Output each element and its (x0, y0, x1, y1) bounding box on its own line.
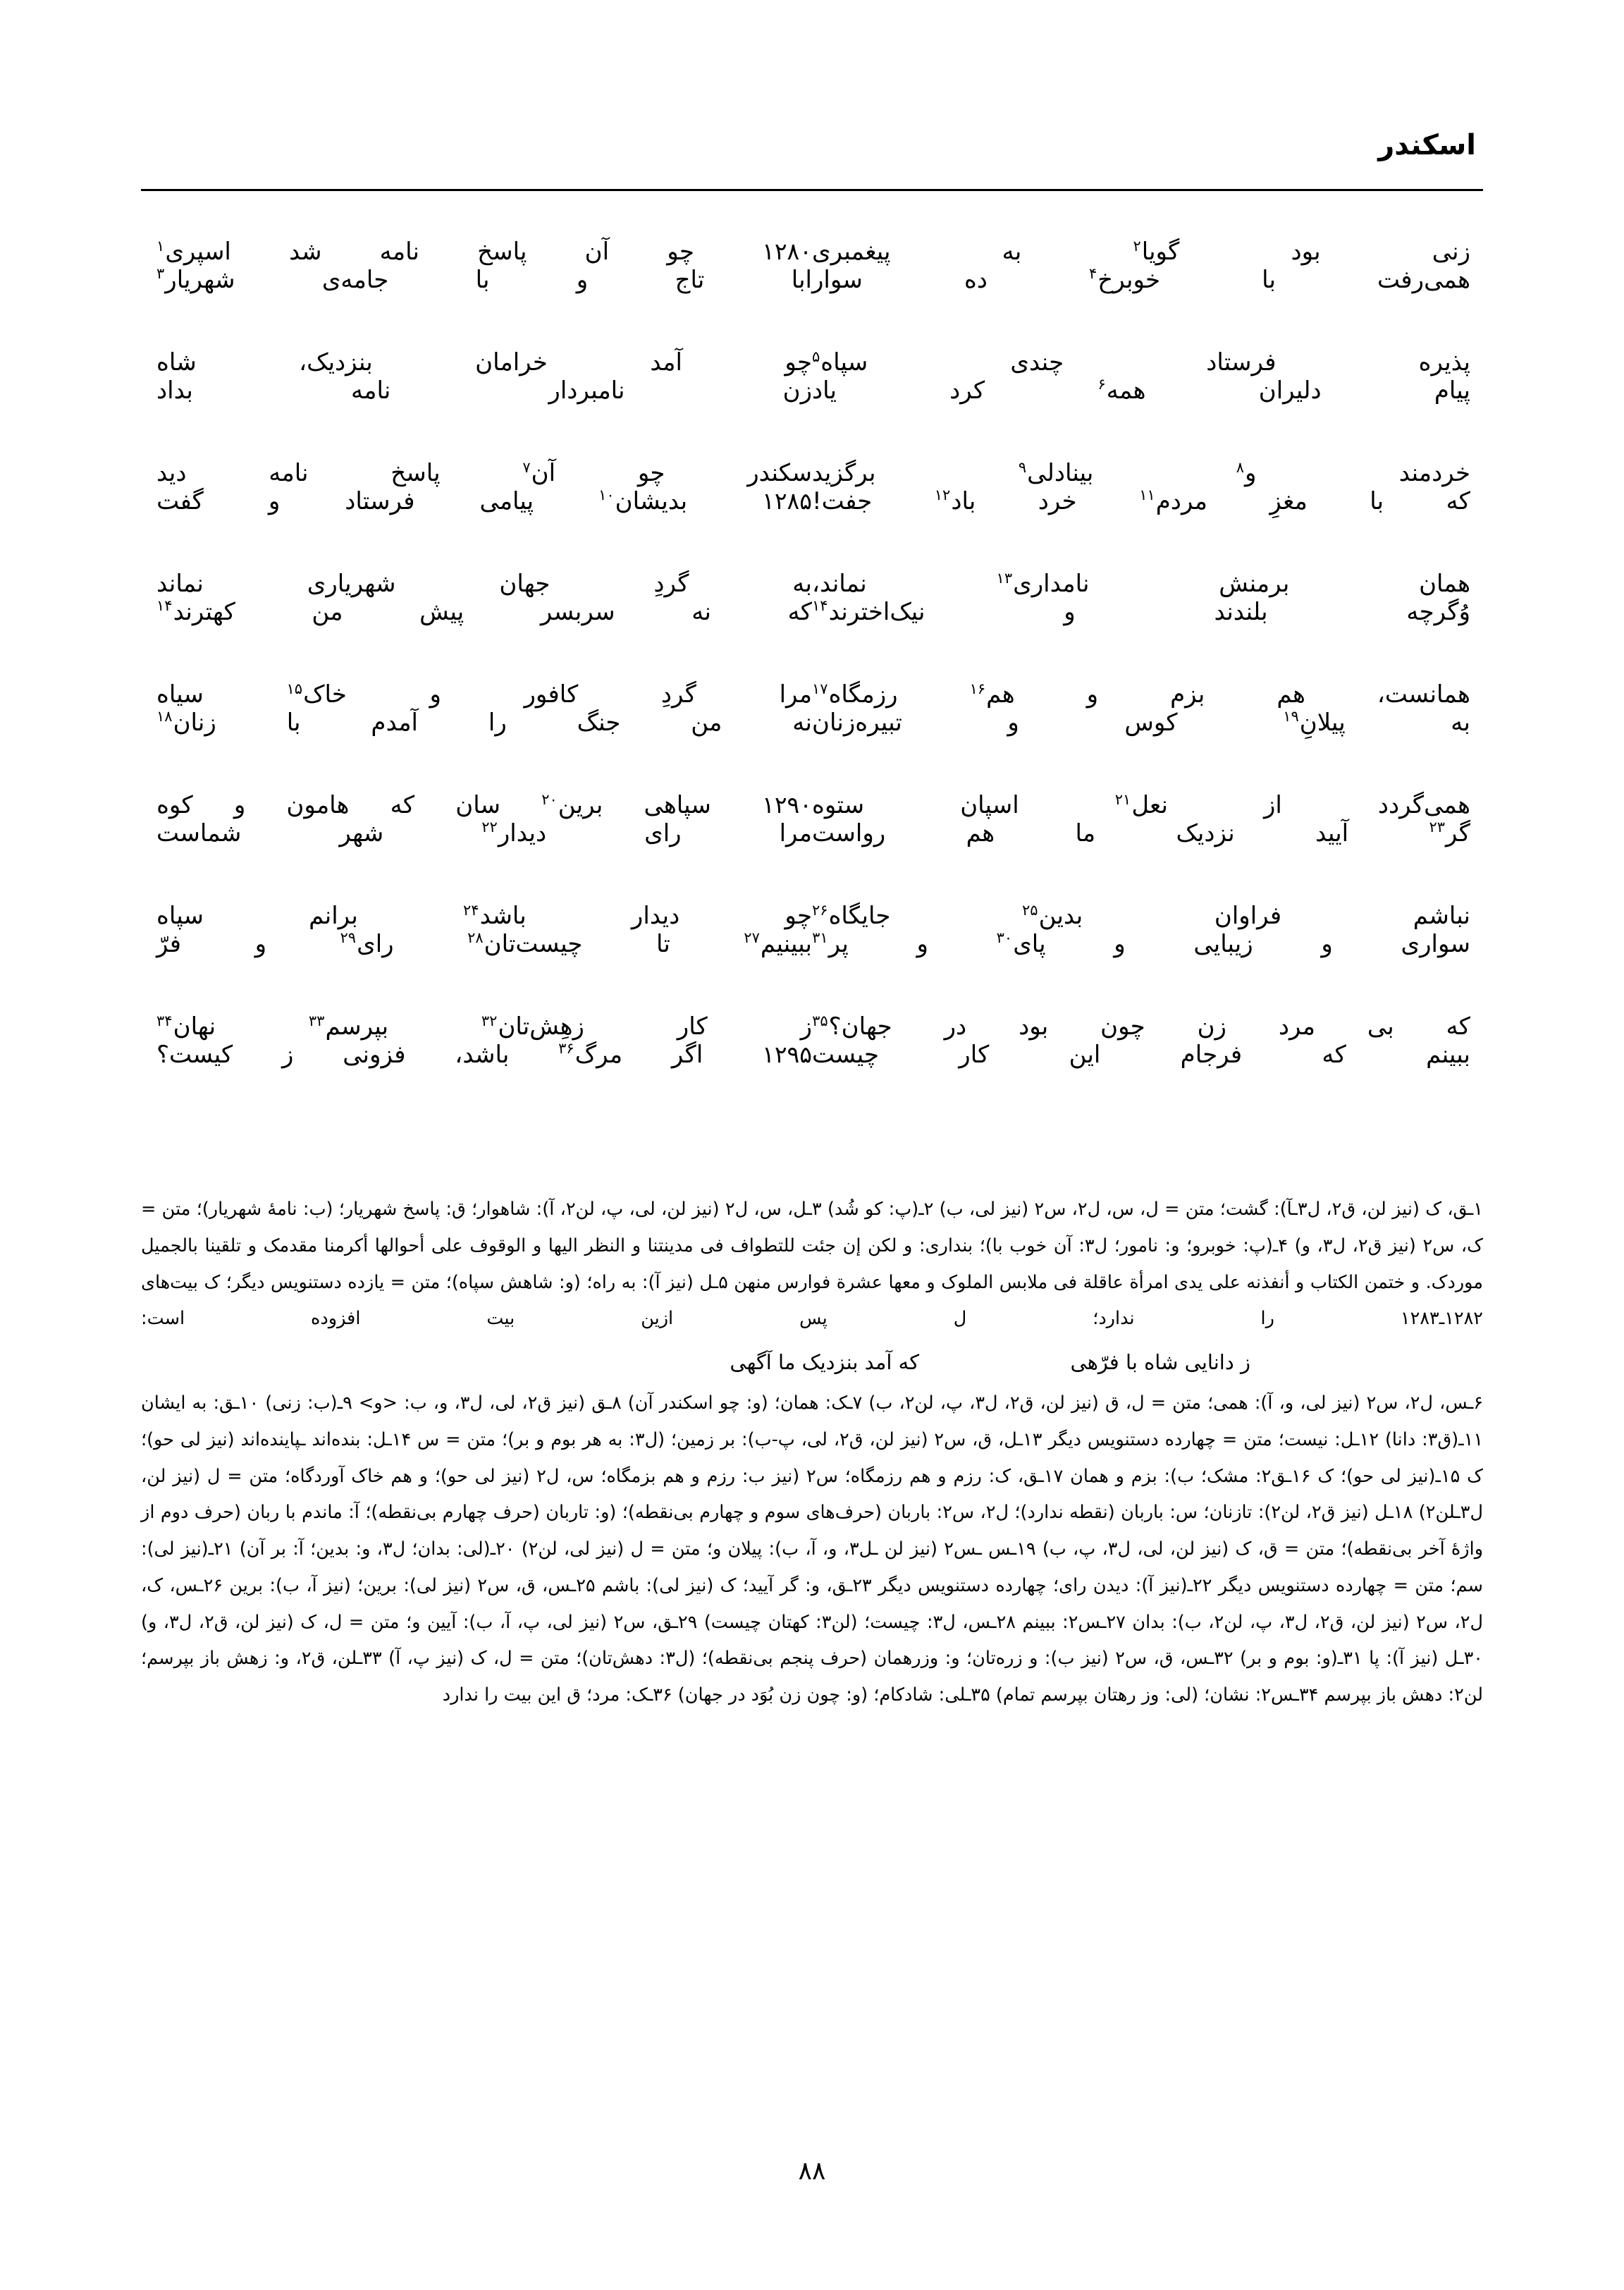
verse-word: پر$^{۳۱}$ (812, 929, 849, 958)
verse-word: و (429, 680, 441, 709)
verse-word: زیبایی (1193, 929, 1253, 958)
footnote-marker[interactable]: ۲۵ (1022, 901, 1038, 919)
verse-word: آمد (650, 348, 682, 376)
verse-word: مردم$^{۱۱}$ (1139, 486, 1207, 515)
verse-word: و (1086, 680, 1099, 709)
hemistich (156, 929, 812, 958)
couplet (812, 569, 1470, 682)
page-header (141, 131, 1483, 195)
verse-word: من (691, 708, 722, 737)
hemistich (156, 708, 812, 737)
hemistich (156, 821, 812, 847)
hemistich (812, 458, 1470, 487)
verse-word: مغزِ (1269, 486, 1308, 515)
verse-word: چو (785, 902, 812, 930)
verse-word: برمنش (1219, 570, 1290, 598)
couplet (156, 790, 812, 904)
verse-word: کهترند$^{۱۴}$ (156, 597, 235, 626)
verse-word: که (1446, 486, 1470, 515)
couplet (812, 901, 1470, 1015)
footnote-marker[interactable]: ۲۰ (541, 790, 558, 808)
hemistich (812, 265, 1470, 294)
verse-word: فرجام (1180, 1040, 1243, 1069)
verse-word: مرا (779, 819, 812, 847)
footnote-marker[interactable]: ۲۶ (812, 901, 828, 919)
couplet (812, 350, 1470, 461)
hemistich (156, 1012, 812, 1041)
verse-word: رواست (812, 819, 886, 847)
verse-word: با (286, 708, 301, 737)
hemistich (812, 790, 1470, 819)
verse-word: مرگ$^{۳۶}$ (558, 1040, 623, 1069)
verse-word: نعل$^{۲۱}$ (1114, 790, 1168, 819)
verse-word: جهان (499, 570, 550, 598)
verse-word: پیلانِ$^{۱۹}$ (1283, 708, 1346, 737)
footnote-paragraph: ۱ـق، ک (نیز لن، ق۲، ل۳ـآ): گشت؛ متن = ل، س، ل۲، س۲ (نیز لی، ب) ۲ـ(پ: کو شُد) ۳ـل، س، ل۲ (نیز لن، لی، پ، لن۲، آ): شاهوار؛ ق: پاسخ شهریار؛ (ب: نامهٔ شهریار)؛ متن = ک، س۲ (نیز ق۲، ل۳، و) ۴ـ(پ: خوبرو؛ و: نامور؛ ل۳: آن خوب با)؛ بنداری: و لکن إن جئت للتطواف فی مدینتنا و النظر الیها و الوقوف علی أحوالها أکرمنا مقدمک و تلقینا بالجمیل موردک. و ختمن الکتاب و أنفذنه علی یدی امرأة عاقلة فی ملابس الملوک و معها عشرة فوارس منهن ۵ـل (نیز آ): به راه؛ (و: شاهش سپاه)؛ متن = یازده دستنویس دیگر؛ ک بیت‌های ۱۲۸۲ـ۱۲۸۳ را ندارد؛ ل پس ازین بیت افزوده است: (141, 1199, 1483, 1330)
verse-word: نماند (156, 570, 204, 598)
hemistich (156, 790, 812, 819)
hemistich (812, 569, 1470, 598)
hemistich (812, 486, 1470, 515)
footnote-marker[interactable]: ۱۵ (286, 680, 303, 697)
verse-word: کافور (524, 680, 579, 709)
verse-word: خردمند (1398, 459, 1470, 487)
hemistich (156, 458, 812, 487)
verse-word: سکندر (747, 459, 812, 487)
verse-word: بدین$^{۲۵}$ (1022, 901, 1083, 930)
footnote-marker[interactable]: ۹ (1018, 458, 1027, 476)
verse-word: پاسخ (390, 459, 441, 487)
verse-word: فرّ (156, 929, 182, 958)
header-rule (141, 189, 1483, 191)
hemistich (156, 376, 812, 405)
verse-word: برانم (309, 902, 358, 930)
verse-word: پای$^{۳۰}$ (996, 929, 1046, 958)
verse-word: وُگرچه (1406, 597, 1470, 626)
verse-word: زن (1197, 1012, 1226, 1041)
verse-word: فزونی (343, 1040, 406, 1069)
verse-word: ببینم (1426, 1040, 1470, 1069)
footnote-marker[interactable]: ۳۳ (308, 1012, 325, 1029)
verse-word: که (787, 597, 812, 626)
footnote-marker[interactable]: ۳ (156, 265, 165, 283)
hemistich (156, 350, 812, 376)
verse-word: و (233, 791, 246, 819)
verse-word: پاسخ (477, 238, 527, 266)
verse-word: فرستاد (1206, 348, 1277, 376)
verse-word: اسپری$^۱$ (156, 237, 231, 266)
verse-word: همان (1419, 570, 1470, 598)
footnote-marker[interactable]: ۱۹ (1283, 708, 1299, 725)
hemistich (156, 265, 812, 294)
verse-word: اسپان (960, 791, 1019, 819)
couplet (812, 237, 1470, 350)
verse-word: کوس (1124, 708, 1178, 737)
verse-word: نیک‌اخترند$^{۱۴}$ (812, 597, 925, 626)
verse-word: بپرسم$^{۳۳}$ (308, 1012, 389, 1041)
verse-word: در (944, 1012, 967, 1041)
verse-word: و (576, 265, 589, 294)
verse-word: نامه (379, 238, 419, 266)
verse-column-right (141, 237, 812, 1125)
hemistich (812, 929, 1470, 958)
verse-line-number: ۱۲۹۰ (762, 791, 812, 819)
verse-word: شاه (156, 348, 197, 376)
hemistich (812, 682, 1470, 708)
hemistich (812, 708, 1470, 737)
footnote-marker[interactable]: ۲ (1133, 237, 1141, 255)
footnote-marker[interactable]: ۲۴ (463, 901, 479, 919)
verse-word: رزمگاه$^{۱۷}$ (812, 680, 898, 709)
footnote-marker[interactable]: ۳۶ (558, 1040, 574, 1058)
verse-word: باشد$^{۲۴}$ (463, 901, 527, 930)
verse-word: جهان؟$^{۳۵}$ (812, 1012, 892, 1041)
verse-word: که (1322, 1040, 1346, 1069)
verse-word: پذیره (1418, 348, 1470, 376)
inserted-verse (141, 1342, 1483, 1383)
verse-word: فراوان (1214, 902, 1282, 930)
footnote-marker[interactable]: ۲۱ (1114, 790, 1131, 808)
verse-word: هامون (286, 791, 350, 819)
verse-word: سان (455, 791, 501, 819)
verse-word: بدیشان$^{۱۰}$ (598, 486, 688, 515)
couplet (156, 237, 812, 350)
verse-word: که (390, 791, 415, 819)
hemistich (812, 237, 1470, 266)
verse-word: از (1263, 791, 1282, 819)
verse-word: آمدم (371, 708, 418, 737)
verse-word: نه (792, 708, 812, 737)
verse-word: با (475, 265, 490, 294)
verse-word: و (254, 929, 266, 958)
verse-word: و$^۸$ (1236, 458, 1257, 487)
verse-word: نامه (269, 459, 309, 487)
verse-word: ببینیم$^{۲۷}$ (744, 929, 812, 958)
verse-word: برین$^{۲۰}$ (541, 790, 603, 819)
verse-word: به (1002, 238, 1022, 266)
verse-line-number: ۱۲۸۵ (762, 486, 812, 515)
verse-word: کار (959, 1040, 990, 1069)
footnote-marker[interactable]: ۳۰ (996, 929, 1013, 947)
couplet (812, 1012, 1470, 1125)
verse-word: و (1321, 929, 1333, 958)
verse-word: همی‌گردد (1377, 791, 1470, 819)
verse-word: چیست‌تان$^{۲۸}$ (467, 929, 583, 958)
verse-word: خرد (1038, 486, 1077, 515)
verse-word: جفت! (812, 486, 873, 515)
verse-word: این (1069, 1040, 1101, 1069)
verse-word: سربسر (540, 597, 615, 626)
verse-word: آن$^۷$ (522, 458, 556, 487)
hemistich (156, 597, 812, 626)
verse-word: زن (782, 376, 812, 405)
verse-word: تا (656, 929, 670, 958)
page-number: ۸۸ (798, 2157, 826, 2186)
verse-word: بنزدیک، (299, 348, 373, 376)
footnote-marker[interactable]: ۸ (1236, 458, 1244, 476)
verse-word: کیست؟ (156, 1040, 233, 1069)
hemistich (156, 486, 812, 515)
verse-word: و (268, 486, 281, 515)
verse-word: کوه (156, 791, 193, 819)
verse-word: گردِ (653, 570, 689, 598)
verse-word: من (312, 597, 343, 626)
footnote-marker[interactable]: ۱۱ (1139, 486, 1155, 504)
footnote-marker[interactable]: ۱۳ (996, 569, 1013, 587)
verse-word: رای$^{۲۹}$ (340, 929, 394, 958)
verse-word: چیست (812, 1040, 879, 1069)
footnote-marker[interactable]: ۱۲ (934, 486, 951, 504)
hemistich (812, 901, 1470, 930)
verse-word: یاد (812, 376, 837, 405)
verse-word: کار (677, 1012, 708, 1041)
footnote-marker[interactable]: ۱۴ (812, 597, 828, 615)
verse-word: نامداری$^{۱۳}$ (996, 569, 1090, 598)
verse-word: همه$^۶$ (1097, 376, 1146, 405)
verse-word: ز (800, 1012, 812, 1041)
verse-word: چو (667, 238, 694, 266)
verse-word: ابا (791, 265, 812, 294)
verse-word: گردِ (660, 680, 696, 709)
verse-word: ز (282, 1040, 294, 1069)
verse-word: باد$^{۱۲}$ (934, 486, 976, 515)
verse-word: به (792, 570, 812, 598)
footnote-marker[interactable]: ۲۹ (340, 929, 357, 947)
verse-word: آن (584, 238, 610, 266)
verse-word: نهان$^{۳۴}$ (156, 1012, 216, 1041)
verse-word: سیاه (156, 680, 204, 709)
couplet (812, 458, 1470, 572)
verse-word: تبیره‌زنان (812, 708, 902, 737)
footnote-marker[interactable]: ۱۸ (156, 708, 173, 725)
footnote-marker[interactable]: ۳۲ (481, 1012, 498, 1029)
verse-word: و (916, 929, 928, 958)
verse-word: و (1007, 708, 1019, 737)
footnote-marker[interactable]: ۱۰ (598, 486, 615, 504)
verse-word: که (1446, 1012, 1470, 1041)
verse-word: باشد، (455, 1040, 510, 1069)
hemistich (156, 572, 812, 597)
couplet (156, 1012, 812, 1125)
hemistich (812, 376, 1470, 405)
verse-word: نزدیک (1176, 819, 1235, 847)
footnote-marker[interactable]: ۳۴ (156, 1012, 173, 1029)
verse-word: را (488, 708, 507, 737)
verse-word: بود (1019, 1012, 1049, 1041)
verse-word: دلیران (1258, 376, 1322, 405)
verse-word: همانست، (1377, 680, 1470, 709)
footnote-marker[interactable]: ۲۳ (1429, 819, 1446, 836)
verse-word: پیامی (479, 486, 534, 515)
footnote-marker[interactable]: ۱۶ (969, 680, 986, 697)
hemistich (812, 350, 1470, 376)
hemistich (812, 597, 1470, 626)
inserted-verse-hemistich-a: که آمد بنزدیک ما آگهی (730, 1350, 919, 1374)
footnote-marker[interactable]: ۲۷ (744, 929, 760, 947)
verse-word: با (1370, 486, 1384, 515)
verse-word: شد (289, 238, 322, 266)
verse-line-number: ۱۲۸۰ (762, 238, 812, 265)
verse-word: جایگاه$^{۲۶}$ (812, 901, 891, 930)
verse-word: شهر (339, 819, 384, 847)
verse-word: جنگ (577, 708, 621, 737)
verse-word: دیدار (631, 902, 680, 930)
verse-word: سپاه$^۵$ (812, 348, 868, 376)
verse-word: و (1114, 929, 1126, 958)
verse-word: چو (637, 459, 665, 487)
verse-word: دید (156, 459, 187, 487)
footnote-marker[interactable]: ۱۷ (812, 680, 828, 697)
verse-word: هم$^{۱۶}$ (969, 680, 1015, 709)
verse-word: سپاهی (644, 791, 711, 819)
footnote-marker[interactable]: ۶ (1097, 376, 1106, 393)
verse-word: فرستاد (345, 486, 415, 515)
verse-word: ما (1075, 819, 1096, 847)
verse-word: آیید (1315, 819, 1349, 847)
verse-word: چندی (1010, 348, 1064, 376)
couplet (156, 572, 812, 682)
verse-word: پیام (1434, 376, 1470, 405)
verse-word: بلندند (1214, 597, 1268, 626)
hemistich (156, 237, 812, 266)
verse-word: نامه (351, 376, 391, 405)
footnote-marker[interactable]: ۲۸ (467, 929, 484, 947)
footnote-marker[interactable]: ۱۴ (156, 597, 173, 615)
hemistich (156, 682, 812, 708)
couplet (156, 682, 812, 793)
verse-word: مرا (779, 680, 812, 709)
verse-word: تاج (675, 265, 705, 294)
verse-word: نماند، (812, 570, 867, 598)
footnote-marker[interactable]: ۲۲ (481, 819, 498, 836)
footnote-marker[interactable]: ۳۵ (812, 1012, 828, 1029)
verse-area (141, 237, 1483, 1128)
verse-word: نامبردار (548, 376, 625, 405)
verse-word: رای (644, 819, 682, 847)
verse-word: شهریاری (307, 570, 396, 598)
verse-word: نه (691, 597, 711, 626)
verse-word: گفت (156, 486, 204, 515)
verse-word: پیغمبری (812, 238, 891, 266)
hemistich (156, 901, 812, 930)
critical-apparatus (141, 1192, 1483, 1714)
verse-word: زنان$^{۱۸}$ (156, 708, 216, 737)
verse-word: خرامان (475, 348, 548, 376)
inserted-verse-hemistich-b: ز دانایی شاه با فرّهی (1070, 1350, 1250, 1374)
verse-word: گویا$^۲$ (1133, 237, 1180, 266)
running-head: اسکندر (1378, 129, 1476, 161)
verse-word: شهریار$^۳$ (156, 265, 235, 294)
verse-word: کرد (949, 376, 985, 405)
verse-word: به (1451, 708, 1470, 737)
verse-word: برگزید (812, 459, 876, 487)
verse-word: سوار (812, 265, 863, 294)
footnote-paragraph: ۶ـس، ل۲، س۲ (نیز لی، و، آ): همی؛ متن = ل، ق (نیز لن، ق۲، ل۳، پ، لن۲، ب) ۷ـک: همان؛ (و: چو اسکندر آن) ۸ـق (نیز ق۲، لی، ل۳، و، ب: <و> ۹ـ(ب: زنی) ۱۰ـق: به ایشان ۱۱ـ(ق۳: دانا) ۱۲ـل: نیست؛ متن = چهارده دستنویس دیگر ۱۳ـل، ق، س۲ (نیز لن، ق۲، لی، پ-ب): بر زمین؛ (ل۳: به هر بوم و بر)؛ متن = س ۱۴ـل: بنده‌اند ـپاینده‌اند (نیز لی حو)؛ ک ۱۵ـ(نیز لی حو)؛ ک ۱۶ـق۲: مشک؛ ب): بزم و همان ۱۷ـق، ک: رزم و هم رزمگاه؛ س۲ (نیز ب: رزم و هم بزمگاه؛ س، ل۲ (نیز لی حو)؛ و هم خاک آوردگاه؛ متن = ل (نیز لن، ل۳ـلن۲) ۱۸ـل (نیز ق۲، لن۲): تازنان؛ س: باربان (نقطه ندارد)؛ ل۲، س۲: باربان (حرف‌های سوم و چهارم بی‌نقطه)؛ (و: تاربان (حرف چهارم بی‌نقطه)؛ آ: ماندم با ربان (حرف دوم از واژهٔ آخر بی‌نقطه)؛ متن = ق، ک (نیز لن، لی، ل۳، پ، ب) ۱۹ـس ـس۲ (نیز لن ـل۳، و، آ، ب): پیلان و؛ متن = ل (نیز لی، لن۲) ۲۰ـ(لی: بدان؛ ل۳، و: بدین؛ آ: بر آن) ۲۱ـ(نیز لی): سم؛ متن = چهارده دستنویس دیگر ۲۲ـ(نیز آ): دیدن رای؛ چهارده دستنویس دیگر ۲۳ـق، و: گر آیید؛ ک (نیز لی): باشم ۲۵ـس، ق، س۲ (نیز لی): برین؛ (نیز آ، ب): برین ۲۶ـس، ک، ل۲، س۲ (نیز لن، ق۲، ل۳، پ، لن۲، ب): بدان ۲۷ـس۲: ببینم ۲۸ـس، ل۳: چیست؛ (لن۳: کهتان چیست) ۲۹ـق، س۲ (نیز لی، پ، آ، ب): آیین و؛ متن = ل، ک (نیز لن، ق۲، ل۳، و) ۳۰ـل (نیز آ): پا ۳۱ـ(و: بوم و بر) ۳۲ـس، ق، س۲ (نیز ب): و زره‌تان؛ و: وزرهمان (حرف پنجم بی‌نقطه)؛ (ل۳: دهش‌تان)؛ متن = ل، ک (نیز پ، آ) ۳۳ـلن، ق۲، و: زهش باز بپرسم؛ لن۲: دهش باز بپرسم ۳۴ـس۲: نشان؛ (لی: وز رهتان بپرسم تمام) ۳۵ـلی: شادکام؛ (و: چون زن بُوَد در جهان) ۳۶ـک: مرد؛ ق این بیت را ندارد (141, 1392, 1484, 1706)
verse-word: هم (966, 819, 995, 847)
couplet (812, 682, 1470, 793)
hemistich (812, 1040, 1470, 1069)
verse-word: چون (1100, 1012, 1145, 1041)
couplet (812, 790, 1470, 904)
verse-word: ده (964, 265, 988, 294)
verse-word: بزم (1170, 680, 1205, 709)
verse-word: سپاه (156, 902, 204, 930)
verse-word: مرد (1278, 1012, 1315, 1041)
verse-word: بداد (156, 376, 193, 405)
verse-word: همی‌رفت (1377, 265, 1470, 294)
verse-word: هم (1277, 680, 1305, 709)
verse-word: نباشم (1413, 902, 1470, 930)
footnote-marker[interactable]: ۱ (156, 237, 165, 255)
verse-word: شماست (156, 819, 242, 847)
verse-word: ستوه (812, 791, 865, 819)
hemistich (812, 821, 1470, 847)
couplet (156, 458, 812, 572)
couplet (156, 350, 812, 461)
verse-word: دیدار$^{۲۲}$ (481, 819, 547, 847)
verse-word: با (1262, 265, 1276, 294)
footnote-marker[interactable]: ۴ (1089, 265, 1097, 283)
verse-word: گر$^{۲۳}$ (1429, 819, 1470, 847)
couplet (156, 901, 812, 1015)
verse-word: خوبرخ$^۴$ (1089, 265, 1161, 294)
verse-word: زنی (1432, 238, 1470, 266)
verse-word: و (1064, 597, 1076, 626)
verse-word: بینادلی$^۹$ (1018, 458, 1094, 487)
verse-word: اگر (671, 1040, 703, 1069)
footnote-marker[interactable]: ۳۱ (812, 929, 828, 947)
hemistich (156, 1040, 812, 1069)
verse-word: بی (1367, 1012, 1394, 1041)
verse-word: چو (785, 348, 812, 376)
couplet-grid (141, 237, 1483, 1125)
hemistich (812, 1012, 1470, 1041)
footnote-marker[interactable]: ۵ (812, 348, 820, 365)
verse-word: خاک$^{۱۵}$ (286, 680, 347, 709)
verse-word: بود (1291, 238, 1321, 266)
verse-line-number: ۱۲۹۵ (762, 1040, 812, 1068)
verse-column-left (812, 237, 1483, 1125)
verse-word: پیش (419, 597, 465, 626)
verse-word: سواری (1401, 929, 1470, 958)
verse-word: جامه‌ی (321, 265, 389, 294)
footnote-marker[interactable]: ۷ (522, 458, 531, 476)
verse-word: زهِش‌تان$^{۳۲}$ (481, 1012, 584, 1041)
